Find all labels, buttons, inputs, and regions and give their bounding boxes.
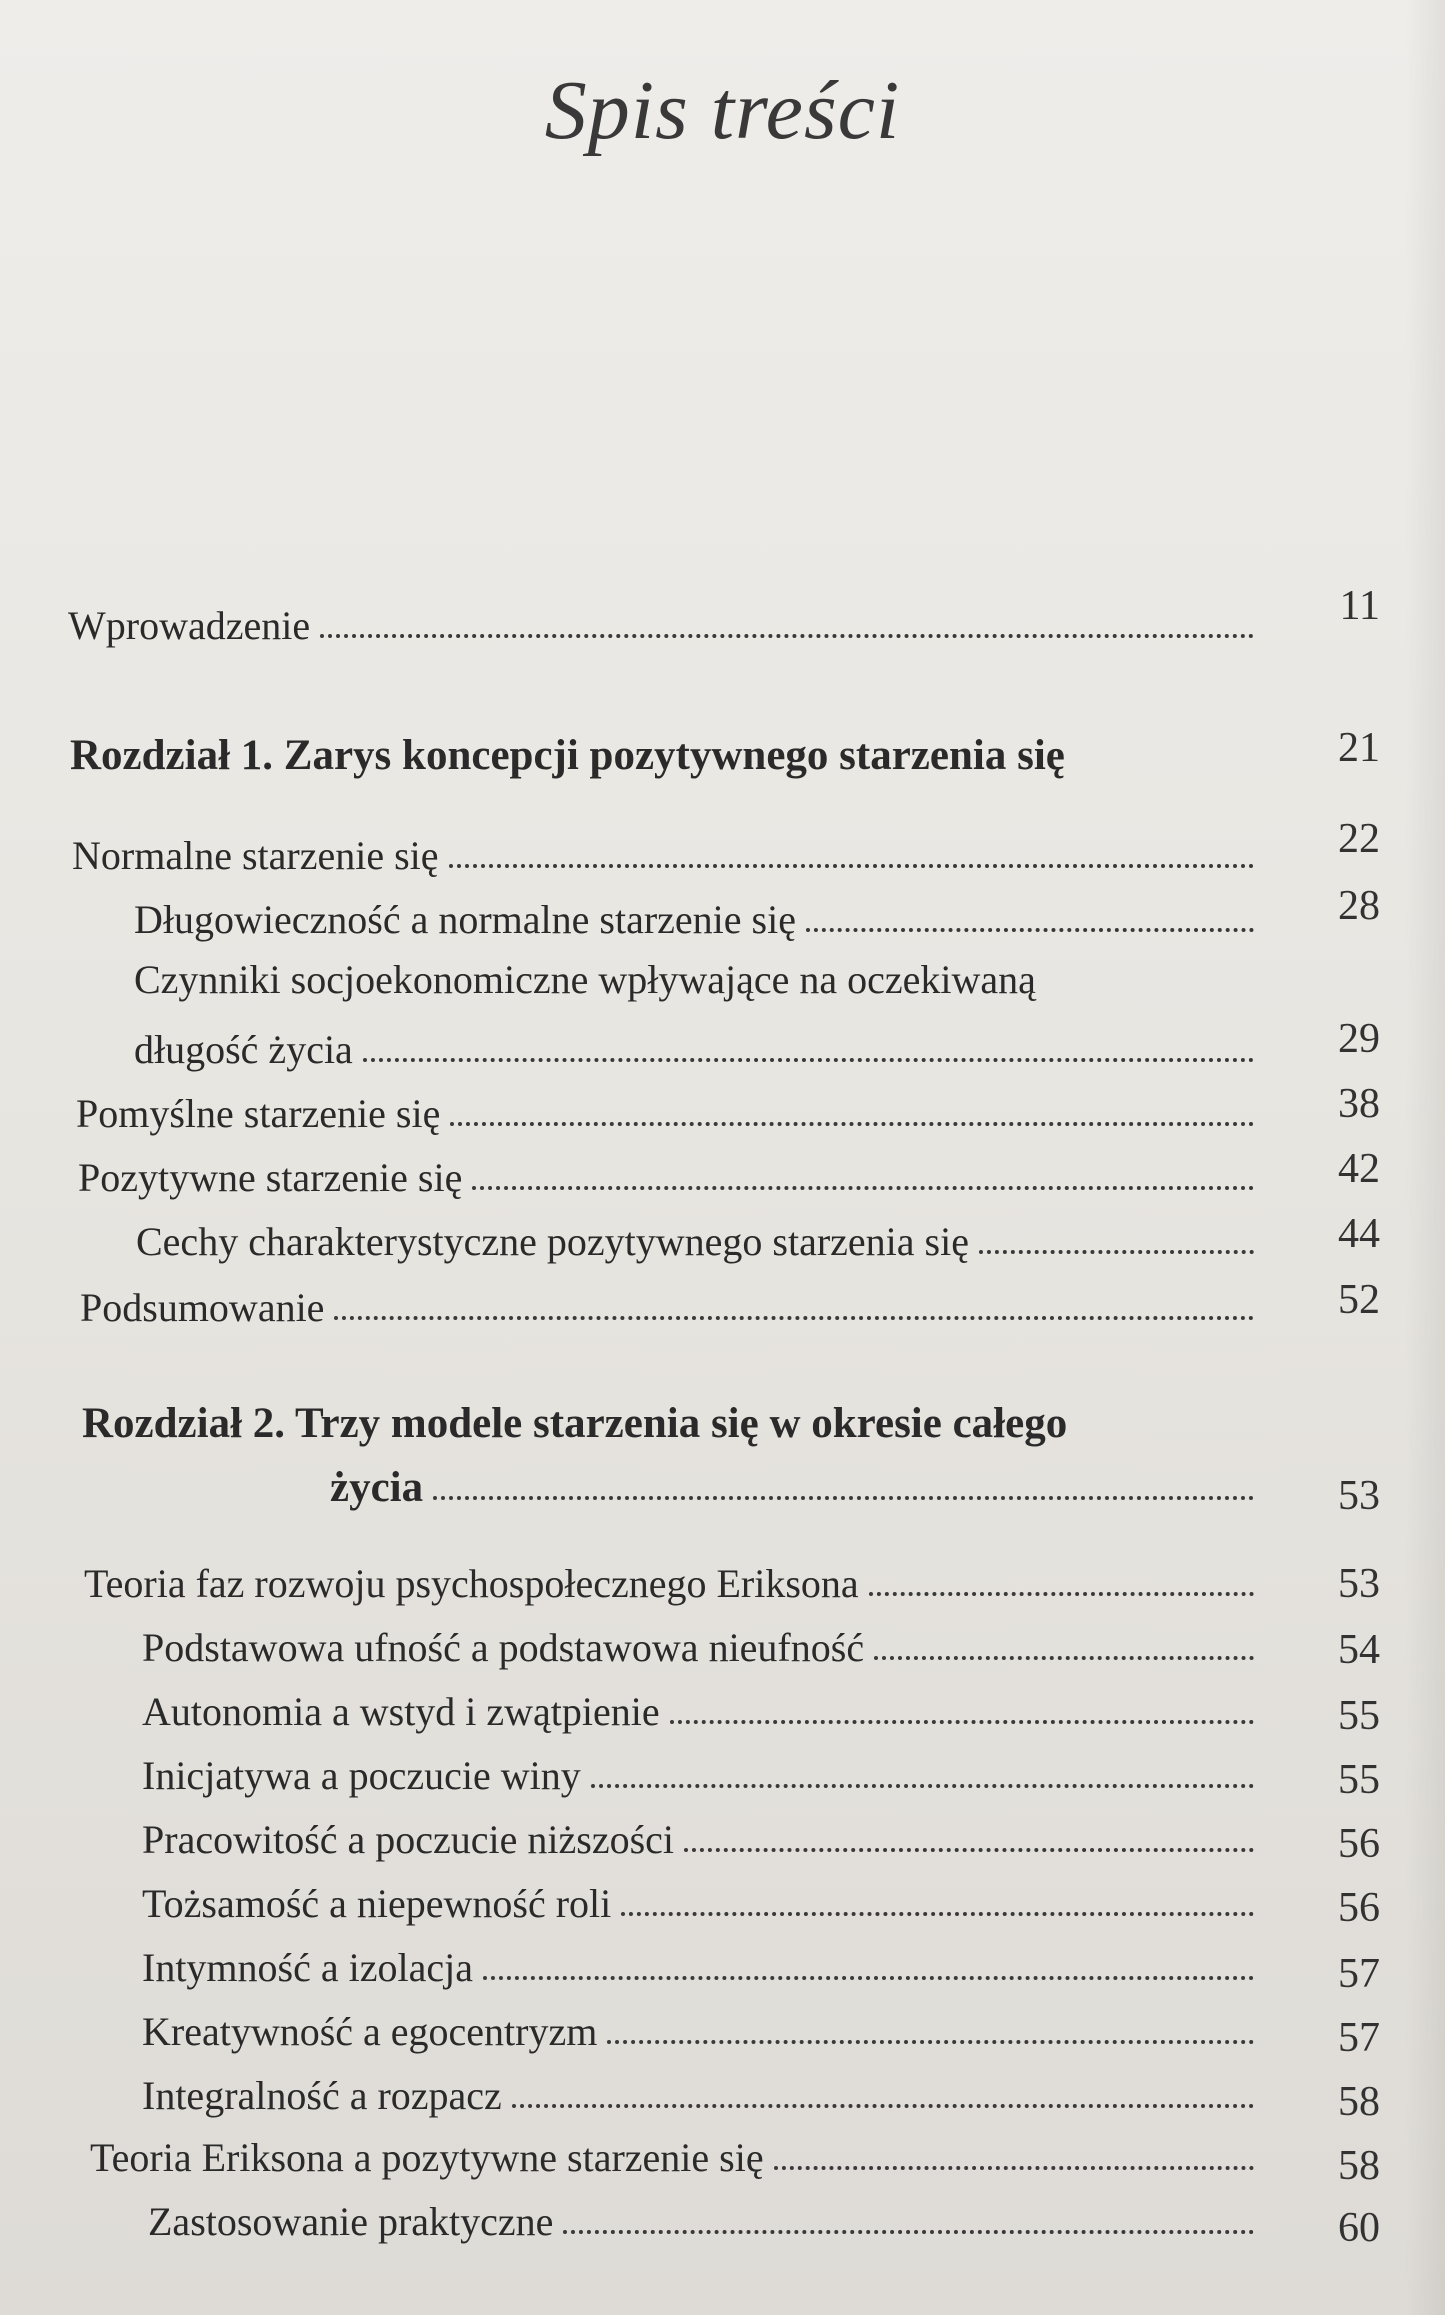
toc-entry: [134, 1022, 1260, 1074]
leader-dots: [472, 1176, 1254, 1190]
leader-dots: [670, 1710, 1254, 1724]
toc-entry-label: Podsumowanie: [80, 1285, 325, 1330]
toc-page-number: 22: [1338, 816, 1380, 862]
toc-entry-label: Inicjatywa a poczucie winy: [142, 1753, 581, 1798]
toc-page-number: 11: [1339, 583, 1380, 629]
toc-entry: [78, 1150, 1260, 1202]
toc-page-number: 58: [1338, 2079, 1380, 2125]
toc-page-number: 44: [1338, 1211, 1380, 1257]
leader-dots: [449, 854, 1254, 868]
toc-page-number: 21: [1338, 725, 1380, 771]
toc-entry-label: Tożsamość a niepewność roli: [142, 1881, 612, 1926]
toc-entry-label: Autonomia a wstyd i zwątpienie: [142, 1689, 660, 1734]
toc-entry-introduction: [68, 598, 1260, 650]
toc-entry-label: Intymność a izolacja: [142, 1945, 473, 1990]
toc-entry-label: Podstawowa ufność a podstawowa nieufność: [142, 1625, 865, 1670]
toc-entry-label: Wprowadzenie: [68, 603, 311, 648]
page-title: Spis treści: [544, 64, 901, 157]
toc-page-number: 55: [1338, 1693, 1380, 1739]
leader-dots: [563, 2220, 1254, 2234]
leader-dots: [621, 1902, 1254, 1916]
leader-dots: [874, 1646, 1254, 1660]
toc-entry-label: Czynniki socjoekonomiczne wpływające na oczekiwaną: [134, 957, 1036, 1002]
toc-entry: [80, 1280, 1260, 1332]
leader-dots: [483, 1966, 1254, 1980]
toc-entry-label: Teoria Eriksona a pozytywne starzenie się: [90, 2135, 764, 2180]
leader-dots: [979, 1240, 1254, 1254]
toc-page-number: 55: [1338, 1757, 1380, 1803]
chapter-2-heading: Rozdział 2. Trzy modele starzenia się w okresie całego: [82, 1400, 1068, 1447]
toc-page-number: 54: [1338, 1627, 1380, 1673]
toc-entry: [142, 2004, 1260, 2056]
toc-page-number: 53: [1338, 1561, 1380, 1607]
toc-entry-label: Normalne starzenie się: [72, 833, 439, 878]
toc-entry: [90, 2130, 1260, 2182]
toc-page-number: 56: [1338, 1885, 1380, 1931]
leader-dots: [591, 1774, 1254, 1788]
chapter-1-heading: Rozdział 1. Zarys koncepcji pozytywnego starzenia się: [70, 732, 1065, 779]
leader-dots: [450, 1112, 1254, 1126]
leader-dots: [774, 2156, 1254, 2170]
toc-entry: [148, 2194, 1260, 2246]
toc-entry-label: Pracowitość a poczucie niższości: [142, 1817, 675, 1862]
toc-page-number: 60: [1338, 2205, 1380, 2251]
toc-entry: [330, 1460, 1260, 1512]
toc-entry-label: Pozytywne starzenie się: [78, 1155, 463, 1200]
leader-dots: [607, 2030, 1254, 2044]
toc-entry-label: Pomyślne starzenie się: [76, 1091, 441, 1136]
toc-entry: [72, 828, 1260, 880]
toc-entry: [84, 1556, 1260, 1608]
leader-dots: [684, 1838, 1254, 1852]
leader-dots: [806, 918, 1254, 932]
toc-page-number: 42: [1338, 1146, 1380, 1192]
toc-entry-label: Cechy charakterystyczne pozytywnego starzenia się: [136, 1219, 969, 1264]
toc-entry: [76, 1086, 1260, 1138]
toc-page-number: 57: [1338, 1951, 1380, 1997]
toc-entry-label: życia: [330, 1464, 424, 1511]
leader-dots: [363, 1048, 1254, 1062]
toc-entry-label: Zastosowanie praktyczne: [148, 2199, 554, 2244]
leader-dots: [869, 1582, 1254, 1596]
toc-entry: [142, 1812, 1260, 1864]
toc-entry: [142, 1684, 1260, 1736]
toc-entry-label: Długowieczność a normalne starzenie się: [134, 897, 796, 942]
toc-entry: [142, 1748, 1260, 1800]
toc-page-number: 53: [1338, 1473, 1380, 1519]
toc-entry: [142, 1876, 1260, 1928]
toc-entry: [136, 1214, 1260, 1266]
leader-dots: [512, 2094, 1254, 2108]
leader-dots: [320, 624, 1254, 638]
toc-entry-label: Integralność a rozpacz: [142, 2073, 502, 2118]
toc-page-number: 56: [1338, 1821, 1380, 1867]
toc-page-number: 38: [1338, 1081, 1380, 1127]
toc-entry: [142, 2068, 1260, 2120]
toc-page-number: 52: [1338, 1277, 1380, 1323]
toc-entry-label: Kreatywność a egocentryzm: [142, 2009, 598, 2054]
toc-entry-label: długość życia: [134, 1027, 353, 1072]
toc-entry-label: Teoria faz rozwoju psychospołecznego Eriksona: [84, 1561, 859, 1606]
toc-page-number: 58: [1338, 2143, 1380, 2189]
toc-page-number: 57: [1338, 2015, 1380, 2061]
leader-dots: [334, 1306, 1254, 1320]
toc-entry: [142, 1620, 1260, 1672]
leader-dots: [433, 1486, 1254, 1500]
toc-entry: [142, 1940, 1260, 1992]
toc-entry: [134, 892, 1260, 944]
toc-page-number: 28: [1338, 883, 1380, 929]
toc-page-number: 29: [1338, 1016, 1380, 1062]
